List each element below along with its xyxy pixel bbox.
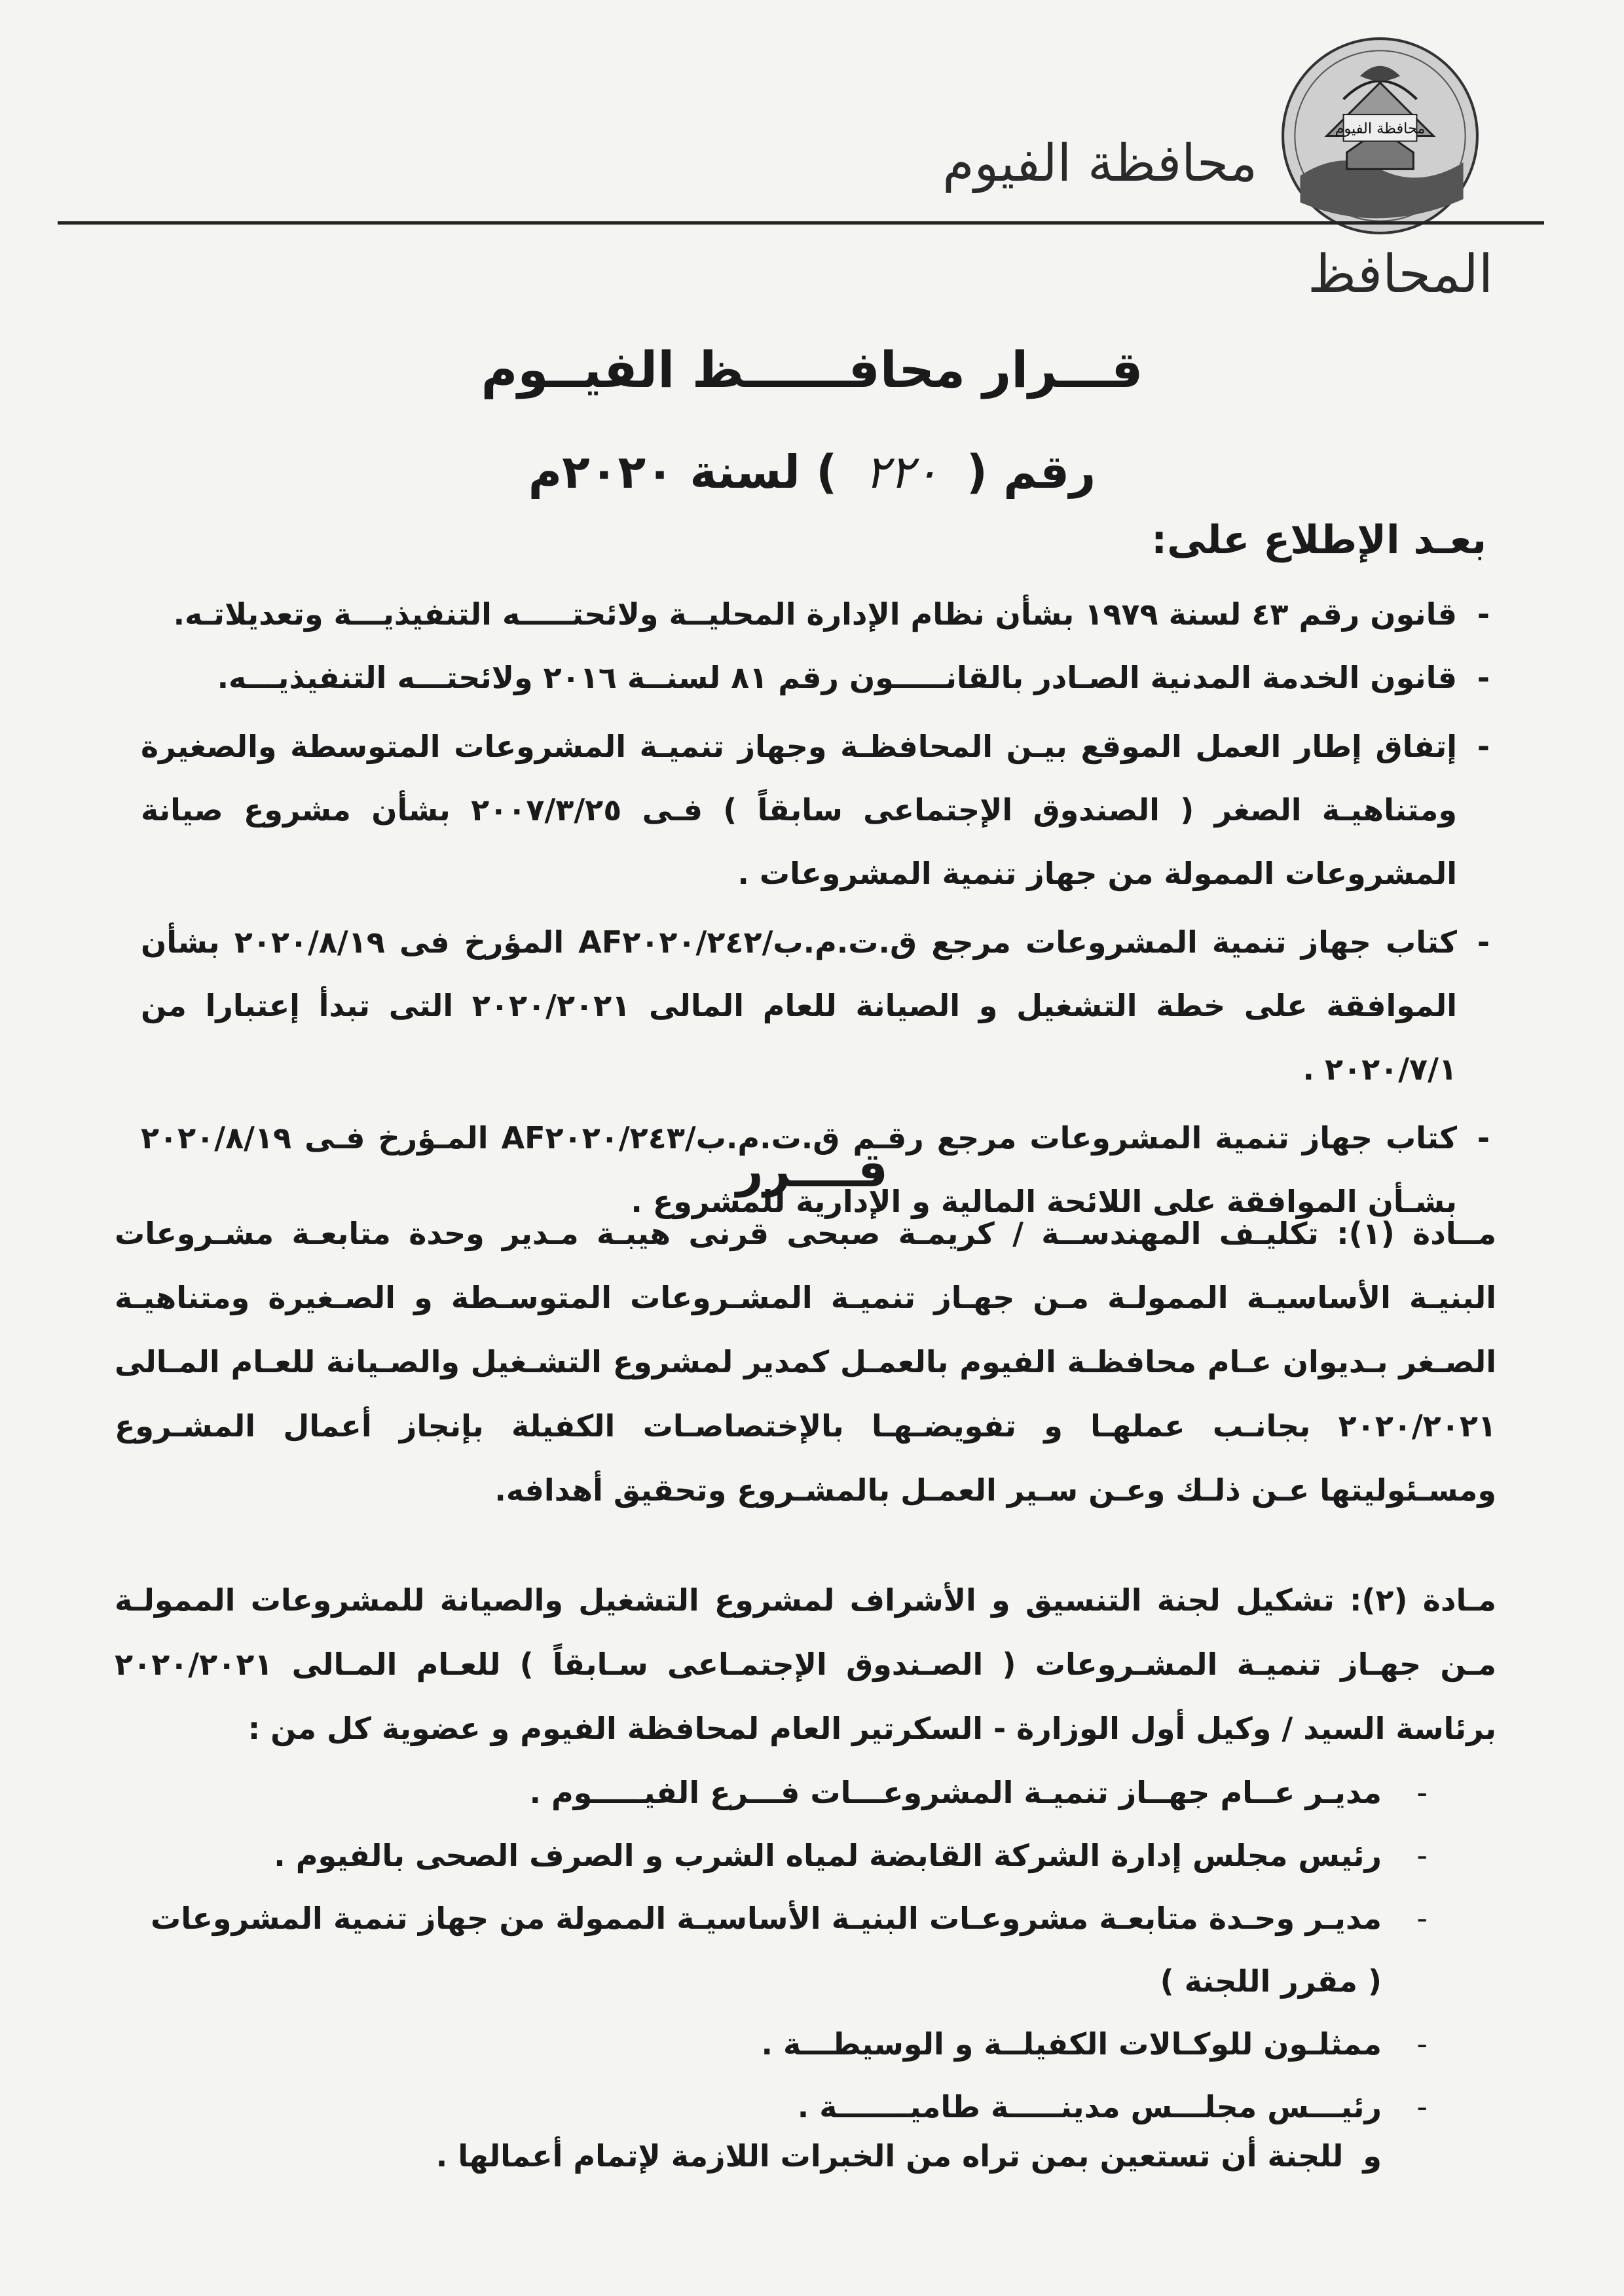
article-1-text: تكليـف المهندســة / كريمـة صبحى قرنى هيبـة مـدير وحدة متابعـة مشـروعات البنيـة الأساسيـة الممولـة مـن جهـاز تنميـة المشـروعات المتوسـطة و الصـغيرة ومتناهيـة الصـغر بـديوان عـام محافظـة الفيوم بالعمـل كمدير لمشروع التشـغيل والصـيانة للعـام المـالى ٢٠٢٠/٢٠٢١ بجانـب عملهـا و تفويضـهـا بالإختصاصـات الكفيلة بإنجاز أعمال المشـروع ومسـئوليتها عـن ذلـك وعـن سـير العمـل بالمشـروع وتحقيق أهدافه. [115, 1216, 1496, 1508]
article-1 [115, 1201, 1496, 1522]
preamble-list [141, 583, 1490, 1233]
preamble-heading: بعـد الإطلاع على: [1151, 517, 1486, 563]
office-title: المحافظ [1307, 244, 1493, 304]
decision-number-value: ٢٢٠ [864, 445, 939, 499]
decision-title: قـــرار محافــــــظ الفيــوم [481, 340, 1143, 399]
svg-text:محافظة الفيوم: محافظة الفيوم [1335, 120, 1426, 137]
article-1-label: مــادة (١): [1337, 1216, 1497, 1251]
fayoum-seal-emblem [1280, 36, 1480, 236]
preamble-item: - كتاب جهاز تنمية المشروعات مرجع ق.ت.م.ب/AF٢٠٢٠/٢٤٢ المؤرخ فى ٢٠٢٠/٨/١٩ بشأن الموافقة على خطة التشغيل و الصيانة للعام المالى ٢٠٢٠/٢٠٢١ التى تبدأ إعتبارا من ٢٠٢٠/٧/١ . [141, 911, 1490, 1101]
header-divider [58, 221, 1544, 225]
committee-member: - رئيـــس مجلـــس مدينـــــة طاميـــــــة . [151, 2075, 1428, 2138]
article-2 [115, 1568, 1496, 1760]
decision-number [0, 445, 1624, 499]
decision-number-prefix: رقم ( [966, 445, 1096, 499]
committee-closing-note [436, 2124, 1382, 2187]
closing-text: للجنة أن تستعين بمن تراه من الخبرات اللازمة لإتمام أعمالها . [435, 2138, 1344, 2174]
committee-member: - مديـر وحـدة متابعـة مشروعـات البنيـة الأساسيـة الممولة من جهاز تنمية المشروعات ( مقرر اللجنة ) [151, 1887, 1428, 2013]
preamble-item: - إتفاق إطار العمل الموقع بيـن المحافظـة وجهاز تنميـة المشروعات المتوسطة والصغيرة ومتناهيـة الصغر ( الصندوق الإجتماعى سابقاً ) فـى ٢٠٠٧/٣/٢٥ بشأن مشروع صيانة المشروعات الممولة من جهاز تنمية المشروعات . [141, 715, 1490, 905]
preamble-item: - قانون رقم ٤٣ لسنة ١٩٧٩ بشأن نظام الإدارة المحليــة ولائحتـــــه التنفيذيـــة وتعديلاتـه. [141, 583, 1490, 646]
closing-prefix: و [1363, 2138, 1382, 2174]
committee-member: - رئيس مجلس إدارة الشركة القابضة لمياه الشرب و الصرف الصحى بالفيوم . [151, 1824, 1428, 1887]
committee-member: - ممثلـون للوكـالات الكفيلــة و الوسيطـــة . [151, 2013, 1428, 2075]
governorate-name: محافظة الفيوم [942, 134, 1257, 193]
decision-number-suffix: ) لسنة ٢٠٢٠م [528, 445, 838, 499]
committee-members-list [151, 1761, 1428, 2138]
resolved-heading: قــــرر [736, 1142, 888, 1197]
preamble-item: - قانون الخدمة المدنية الصـادر بالقانـــــون رقم ٨١ لسنــة ٢٠١٦ ولائحتـــه التنفيذيـــه. [141, 646, 1490, 710]
article-2-label: مـادة (٢): [1350, 1582, 1497, 1618]
preamble-item: - كتاب جهاز تنمية المشروعات مرجع رقـم ق.ت.م.ب/AF٢٠٢٠/٢٤٣ المـؤرخ فـى ٢٠٢٠/٨/١٩ بشـأن الموافقة على اللائحة المالية و الإدارية للمشروع . [141, 1106, 1490, 1233]
article-2-text: تشكيل لجنة التنسيق و الأشراف لمشروع التشغيل والصيانة للمشروعات الممولـة مـن جهـاز تنميـة المشـروعات ( الصـندوق الإجتمـاعى سـابقاً ) للعـام المـالى ٢٠٢٠/٢٠٢١ برئاسة السيد / وكيل أول الوزارة - السكرتير العام لمحافظة الفيوم و عضوية كل من : [115, 1582, 1496, 1746]
committee-member: - مديـر عــام جهــاز تنميـة المشروعـــات فـــرع الفيـــــوم . [151, 1761, 1428, 1824]
